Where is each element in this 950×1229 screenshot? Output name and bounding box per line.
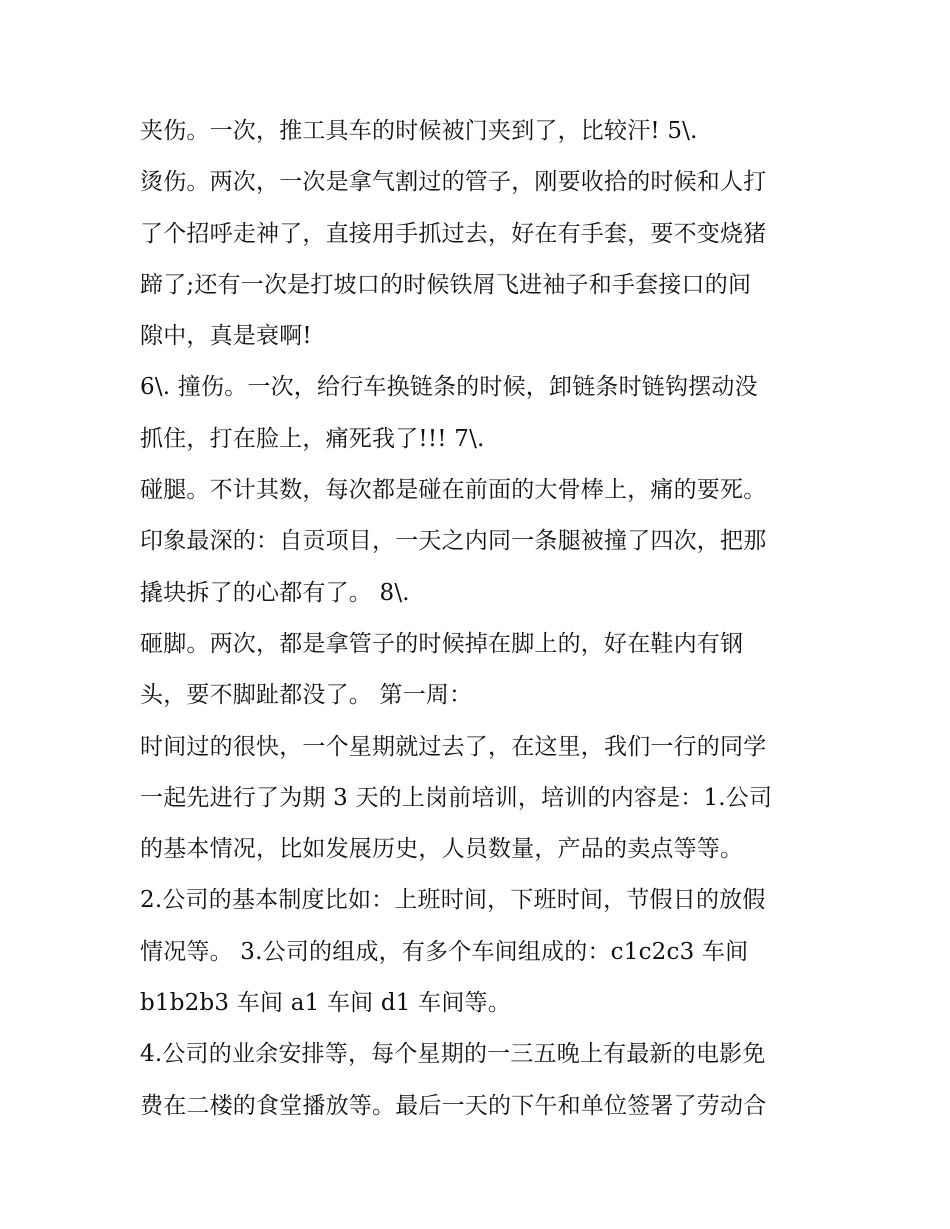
text-line: 碰腿。不计其数，每次都是碰在前面的大骨棒上，痛的要死。 <box>140 477 767 504</box>
text-line: 时间过的很快，一个星期就过去了，在这里，我们一行的同学 <box>140 733 767 760</box>
text-line: 6\. 撞伤。一次，给行车换链条的时候，卸链条时链钩摆动没 <box>140 374 758 401</box>
text-line: 砸脚。两次，都是拿管子的时候掉在脚上的，好在鞋内有钢 <box>140 630 744 657</box>
text-line: 印象最深的：自贡项目，一天之内同一条腿被撞了四次，把那 <box>140 528 767 555</box>
text-line: 蹄了;还有一次是打坡口的时候铁屑飞进袖子和手套接口的间 <box>140 271 752 298</box>
text-line: 撬块拆了的心都有了。 8\. <box>140 579 410 606</box>
text-line: 一起先进行了为期 3 天的上岗前培训，培训的内容是：1.公司 <box>140 784 773 811</box>
text-line: 抓住，打在脸上，痛死我了!!! 7\. <box>140 425 485 452</box>
text-line: 的基本情况，比如发展历史，人员数量，产品的卖点等等。 <box>140 836 744 863</box>
text-line: 2.公司的基本制度比如：上班时间，下班时间，节假日的放假 <box>140 887 766 914</box>
text-line: 夹伤。一次，推工具车的时候被门夹到了，比较汗! 5\. <box>140 118 698 144</box>
text-line: 隙中，真是衰啊! <box>140 323 312 350</box>
text-line: 头，要不脚趾都没了。 第一周： <box>140 682 473 709</box>
text-line: b1b2b3 车间 a1 车间 d1 车间等。 <box>140 990 511 1017</box>
text-body <box>140 106 830 1132</box>
text-line: 情况等。 3.公司的组成，有多个车间组成的：c1c2c3 车间 <box>140 938 749 965</box>
text-line: 烫伤。两次，一次是拿气割过的管子，刚要收拾的时候和人打 <box>140 169 767 196</box>
text-line: 4.公司的业余安排等，每个星期的一三五晚上有最新的电影免 <box>140 1041 766 1068</box>
text-line: 费在二楼的食堂播放等。最后一天的下午和单位签署了劳动合 <box>140 1092 767 1119</box>
text-line: 了个招呼走神了，直接用手抓过去，好在有手套，要不变烧猪 <box>140 220 767 247</box>
